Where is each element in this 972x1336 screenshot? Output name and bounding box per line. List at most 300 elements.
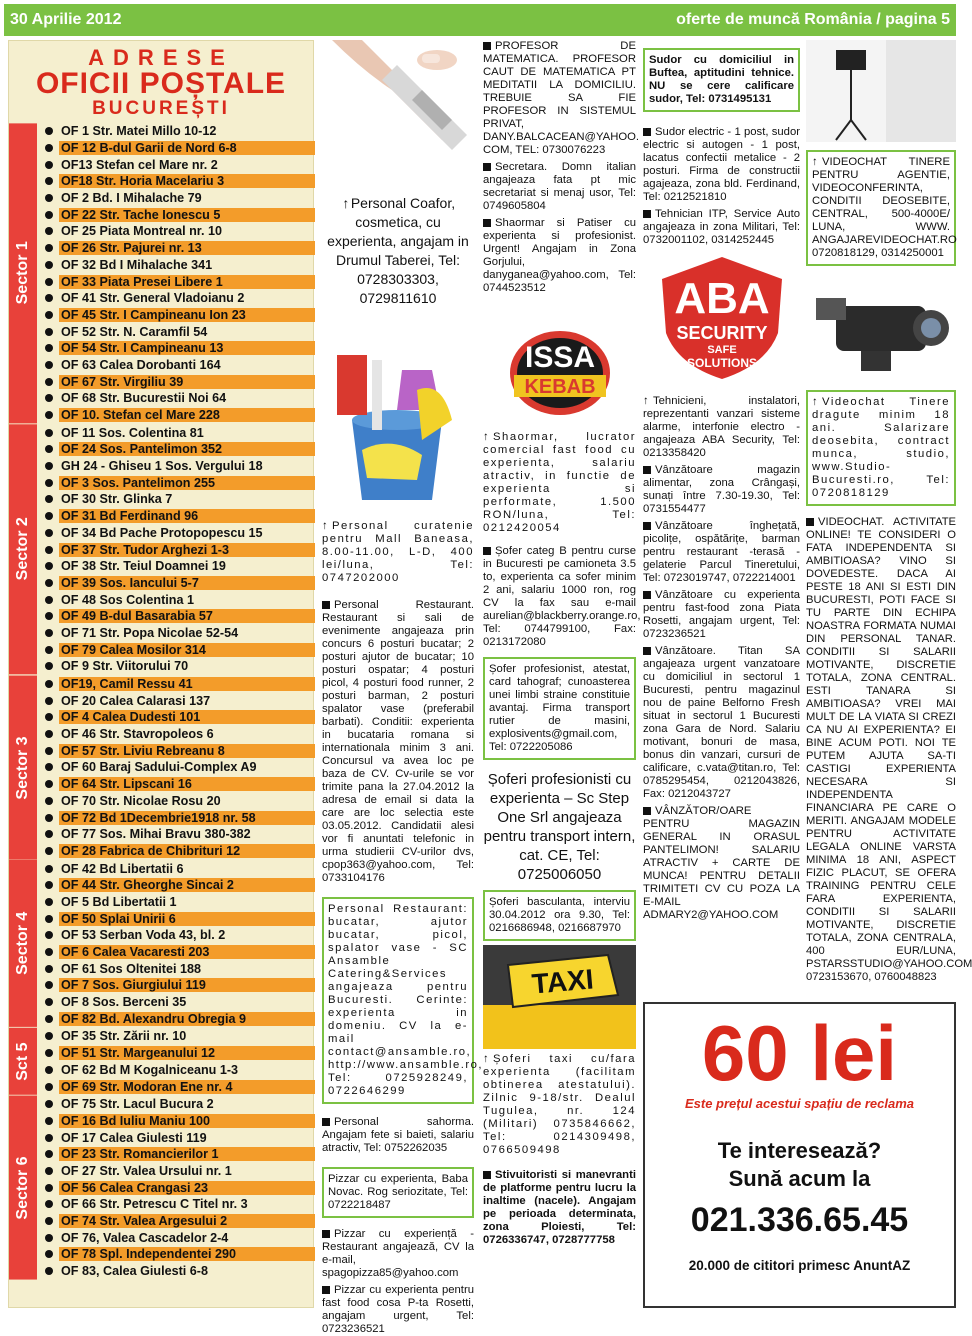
post-office-address: OF 17 Calea Giulesti 119 [61,1130,207,1145]
post-office-item [41,156,315,173]
bullet-dot-icon [45,814,53,822]
cleaning-photo [322,340,474,510]
bullet-dot-icon [45,328,53,336]
post-office-item [41,173,315,190]
post-office-address: OF 20 Calea Calarasi 137 [61,693,211,708]
sector-group [9,860,315,1027]
svg-text:ABA: ABA [673,274,770,323]
bullet-icon [483,547,491,555]
sector-group [9,1028,315,1095]
post-office-address: GH 24 - Ghiseu 1 Sos. Vergului 18 [61,459,263,474]
promo-footer: 20.000 de cititori primesc AnuntAZ [688,1258,911,1273]
bullet-dot-icon [45,462,53,470]
ad-vanzatoare-inghetata: Vânzătoare înghețată, picolițe, ospătărițe, barman pentru restaurant -terasă -gelaterie Parcul Tineretului, Tel: 0723019747, 0722214001 [643,520,800,584]
post-office-item [41,826,315,843]
post-office-item [41,190,315,207]
sector-label: Sct 5 [9,1028,37,1095]
bullet-dot-icon [45,1117,53,1125]
post-office-address: OF 76, Valea Cascadelor 2-4 [61,1230,229,1245]
post-office-item [41,1062,315,1079]
post-office-item [41,641,315,658]
post-office-address: OF 8 Sos. Berceni 35 [61,995,187,1010]
post-office-item [41,676,315,693]
svg-text:KEBAB: KEBAB [523,376,596,398]
post-office-address: OF 78 Spl. Independentei 290 [59,1247,315,1261]
post-office-address: OF 63 Calea Dorobanti 164 [61,357,221,372]
post-office-item [41,1196,315,1213]
post-office-item [41,407,315,424]
ad-vanzator-pantelimon: VÂNZĂTOR/OARE PENTRU MAGAZIN GENERAL IN ORASUL PANTELIMON! SALARIU ATRACTIV + CARTE DE MUNCA! PENTRU DETALII TRIMITETI CV CU POZA LA E-MAIL ADMARY2@YAHOO.COM [643,805,800,921]
post-offices-title [9,41,313,118]
bullet-dot-icon [45,1100,53,1108]
post-offices-panel [8,40,314,1308]
ad-ansamble: Personal Restaurant: bucatar, ajutor bucatar, picol, spalator vase - SC Ansamble Catering&Services angajeaza pentru Bucuresti. Cerinte: experienta in domeniu. CV la e-mail contact@ansamble.ro, http://www.ansamble.ro, Tel: 0725928249, 0722646299 [322,897,474,1104]
ad-tehnician-itp: Tehnician ITP, Service Auto angajeaza in zona Militari, Tel: 0732001102, 0314252445 [643,208,800,246]
bullet-icon [643,466,651,474]
post-office-address: OF 1 Str. Matei Millo 10-12 [61,124,217,139]
ad-tehnicieni: ↑ Tehnicieni, instalatori, reprezentanti vanzari sisteme alarme, interfonie electro - angajeaza ABA Security, Tel: 0213358420 [643,395,800,459]
ad-videochat-studio: ↑ Videochat Tinere dragute minim 18 ani. Salarizare deosebita, contract munca, studio, www.Studio-Bucuresti.ro, Tel: 0720818129 [806,390,956,506]
post-office-item [41,508,315,525]
ad-videochat-activitate: VIDEOCHAT. ACTIVITATE ONLINE! TE CONSIDERI O FATA INDEPENDENTA SI AMBITIOASA? VINO SI DOVEDESTE. DACA AI PESTE 18 ANI SI ESTI DIN BUCURESTI, POTI FACE SI TU PARTE DIN ECHIPA NOASTRA FORMATA NUMAI DIN PERSONAL TANAR. CONDITII SI SALARII MOTIVANTE, DISCRETIE TOTALA, ZONA CENTRAL. ESTI TANARA SI AMBITIOASA? VREI MAI MULT DE LA VIATA SI CREZI CA NU AI EXPERIENTA? EI BINE ACUM POTI. NOI TE PUTEM AJUTA SA-TI CASTIGI EXPERIENTA NECESARA SI INDEPENDENTA FINANCIARA PE CARE O MERITI. ANGAJAM MODELE PENTRU ACTIVITATE LEGALA ONLINE VARSTA MINIMA 18 ANI, ASPECT FIZIC PLACUT, SE OFERA TRAINING PENTRU CELE FARA EXPERIENTA, CONDITII SI SALARII MOTIVANTE, DISCRETIE TOTALA, ZONA CENTRALA, 400 EUR/LUNA, PSTARSSTUDIO@YAHOO.COM 0723153670, 0760048823 [806,516,972,983]
bullet-dot-icon [45,378,53,386]
ad-secretara: Secretara. Domn italian angajeaza fata pt mic secretariat si menaj usor, Tel: 0749605804 [483,161,636,212]
post-office-item [41,206,315,223]
bullet-icon [322,1286,330,1294]
bullet-dot-icon [45,948,53,956]
bullet-dot-icon [45,662,53,670]
post-office-address: OF 32 Bd I Mihalache 341 [61,257,213,272]
studio-photo [806,40,956,142]
post-office-address: OF 74 Str. Valea Argesului 2 [59,1214,315,1228]
post-office-item [41,525,315,542]
arrow-up-icon: ↑ [483,1053,491,1065]
bullet-dot-icon [45,865,53,873]
post-office-address: OF 57 Str. Liviu Rebreanu 8 [59,744,315,758]
post-office-address: OF 69 Str. Modoran Ene nr. 4 [59,1080,315,1094]
post-office-item [41,491,315,508]
bullet-dot-icon [45,1250,53,1258]
bullet-dot-icon [45,612,53,620]
post-office-address: OF 34 Bd Pache Protopopescu 15 [61,525,263,540]
post-office-item [41,994,315,1011]
post-office-address: OF 68 Str. Bucurestii Noi 64 [61,391,227,406]
post-office-item [41,910,315,927]
post-office-address: OF 4 Calea Dudesti 101 [59,710,315,724]
bullet-dot-icon [45,411,53,419]
bullet-dot-icon [45,646,53,654]
bullet-dot-icon [45,1134,53,1142]
sector-label: Sector 2 [9,424,37,674]
post-office-address: OF 46 Str. Stavropoleos 6 [61,727,214,742]
post-office-address: OF 35 Str. Zării nr. 10 [61,1029,187,1044]
section-title: oferte de muncă România / pagina 5 [676,11,950,28]
ad-stivuitoristi: Stivuitoristi si manevranti de platforme pentru lucru la inaltime (nacele). Angajam pe perioada determinata, zona Ploiesti, Tel: 0726336747, 0728777758 [483,1169,636,1246]
post-office-address: OF 25 Piata Montreal nr. 10 [61,224,222,239]
sector-label: Sector 1 [9,123,37,423]
post-office-address: OF 75 Str. Lacul Bucura 2 [61,1097,214,1112]
bullet-icon [643,807,651,815]
post-office-address: OF18 Str. Horia Macelariu 3 [59,174,315,188]
post-office-item [41,240,315,257]
bullet-dot-icon [45,394,53,402]
arrow-up-icon: ↑ [643,395,649,407]
bullet-dot-icon [45,915,53,923]
post-office-item [41,809,315,826]
post-office-address: OF 82 Bd. Alexandru Obregia 9 [59,1012,315,1026]
post-office-address: OF 37 Str. Tudor Arghezi 1-3 [59,543,315,557]
ad-coafor: ↑ Personal Coafor, cosmetica, cu experienta, angajam in Drumul Taberei, Tel: 0728303303, 0729811610 [327,195,469,306]
sector-group [9,676,315,860]
bullet-dot-icon [45,1066,53,1074]
sector-label: Sector 4 [9,860,37,1027]
post-office-address: OF 27 Str. Valea Ursului nr. 1 [61,1163,232,1178]
post-office-item [41,1179,315,1196]
bullet-dot-icon [45,512,53,520]
post-office-address: OF 44 Str. Gheorghe Sincai 2 [59,878,315,892]
post-office-address: OF 45 Str. I Campineanu Ion 23 [59,308,315,322]
post-office-address: OF 42 Bd Libertatii 6 [61,861,184,876]
post-office-address: OF 26 Str. Pajurei nr. 13 [59,241,315,255]
title-line-1: ADRESE [88,45,234,70]
post-office-address: OF 38 Str. Teiul Doamnei 19 [61,559,226,574]
sector-label: Sector 3 [9,676,37,860]
bullet-dot-icon [45,144,53,152]
post-office-address: OF 66 Str. Petrescu C Titel nr. 3 [61,1197,248,1212]
bullet-dot-icon [45,629,53,637]
ad-sudor-buftea: Sudor cu domiciliul in Buftea, aptitudini tehnice. NU se cere calificare sudor, Tel: 0731495131 [643,48,800,112]
arrow-up-icon: ↑ [812,396,820,408]
post-office-item [41,843,315,860]
post-office-address: OF 48 Sos Colentina 1 [61,592,194,607]
bullet-dot-icon [45,194,53,202]
arrow-up-icon: ↑ [342,195,350,211]
ad-profesor: PROFESOR DE MATEMATICA. PROFESOR CAUT DE MATEMATICA PT MEDITATII LA DOMICILIU. TREBUIE SA FIE PROFESOR IN SISTEMUL PRIVAT, DANY.BALCACEAN@YAHOO. COM, TEL: 0730076223 [483,40,640,156]
post-office-address: OF 9 Str. Viitorului 70 [61,659,189,674]
post-office-item [41,742,315,759]
bullet-dot-icon [45,261,53,269]
ad-pizzar-exp: Pizzar cu experiență - Restaurant angajează, CV la e-mail, spagopizza85@yahoo.com [322,1228,474,1279]
svg-text:TAXI: TAXI [530,963,595,1000]
promo-price: 60 lei [701,1009,898,1097]
column-5 [806,40,972,984]
post-office-item [41,709,315,726]
bullet-dot-icon [45,211,53,219]
post-office-address: OF 51 Str. Margeanului 12 [59,1046,315,1060]
post-office-address: OF 30 Str. Glinka 7 [61,492,173,507]
post-office-item [41,1246,315,1263]
post-office-address: OF 11 Sos. Colentina 81 [61,425,204,440]
svg-text:SECURITY: SECURITY [675,323,768,343]
bullet-dot-icon [45,780,53,788]
bullet-dot-icon [45,495,53,503]
ad-vanzatoare-fastfood: Vânzătoare cu experienta pentru fast-food zona Piata Rosetti, angajam urgent, Tel: 0723236521 [643,589,800,640]
sector-group [9,1096,315,1280]
ad-pizzar-fast: Pizzar cu experienta pentru fast food cosa P-ta Rosetti, angajam urgent, Tel: 0723236521 [322,1284,474,1335]
post-office-item [41,390,315,407]
column-3 [483,40,641,1247]
post-office-item [41,257,315,274]
post-office-address: OF 62 Bd M Kogalniceanu 1-3 [61,1062,239,1077]
post-office-item [41,658,315,675]
bullet-dot-icon [45,763,53,771]
post-office-item [41,424,315,441]
bullet-dot-icon [45,830,53,838]
post-office-address: OF 50 Splai Unirii 6 [59,912,315,926]
post-office-address: OF 49 B-dul Basarabia 57 [59,609,315,623]
post-office-address: OF 5 Bd Libertatii 1 [61,894,177,909]
ad-shaormar-lucrator: ↑ Shaormar, lucrator comercial fast food cu experienta, salariu atractiv, in functie de experienta si performate, 1.500 RON/luna, Tel: 0212420054 [483,431,636,534]
post-office-item [41,323,315,340]
bullet-icon [322,1230,330,1238]
bullet-dot-icon [45,177,53,185]
bullet-dot-icon [45,998,53,1006]
post-office-address: OF 79 Calea Mosilor 314 [59,643,315,657]
post-office-item [41,123,315,140]
post-office-item [41,625,315,642]
bullet-dot-icon [45,1032,53,1040]
page-header [4,4,956,36]
post-office-address: OF 60 Baraj Sadului-Complex A9 [61,760,257,775]
post-office-item [41,776,315,793]
svg-text:ISSA: ISSA [524,341,595,374]
post-office-address: OF 7 Sos. Giurgiului 119 [59,978,315,992]
post-office-item [41,1078,315,1095]
post-office-address: OF 3 Sos. Pantelimon 255 [59,476,315,490]
arrow-up-icon: ↑ [483,431,491,443]
post-office-item [41,793,315,810]
post-office-address: OF 6 Calea Vacaresti 203 [59,945,315,959]
bullet-icon [643,591,651,599]
post-office-address: OF 33 Piata Presei Libere 1 [59,275,315,289]
camera-photo [806,276,956,386]
issa-kebab-logo [500,323,620,419]
post-office-address: OF 41 Str. General Vladoianu 2 [61,291,245,306]
bullet-dot-icon [45,981,53,989]
post-office-item [41,944,315,961]
post-office-address: OF 77 Sos. Mihai Bravu 380-382 [61,827,251,842]
bullet-dot-icon [45,344,53,352]
bullet-dot-icon [45,479,53,487]
bullet-dot-icon [45,161,53,169]
post-office-item [41,458,315,475]
post-office-address: OF 22 Str. Tache Ionescu 5 [59,208,315,222]
post-office-address: OF 54 Str. I Campineanu 13 [59,341,315,355]
nail-photo [322,40,474,160]
bullet-icon [322,601,330,609]
post-office-item [41,759,315,776]
bullet-dot-icon [45,278,53,286]
post-office-address: OF 64 Str. Lipscani 16 [59,777,315,791]
svg-text:SAFE: SAFE [706,344,737,356]
post-office-item [41,140,315,157]
post-office-item [41,608,315,625]
bullet-dot-icon [45,429,53,437]
ad-sofer-b: Șofer categ B pentru curse in Bucuresti pe camioneta 3.5 to, experienta ca sofer minim 2 ani, salariu 1000 ron, rog CV la fax sau e-mail aurelian@blackberry.orange.ro, Tel: 0744799100, Fax: 0213172080 [483,545,641,648]
ad-sahorma: Personal sahorma. Angajam fete si baieti, salariu atractiv, Tel: 0752262035 [322,1116,474,1154]
ad-vanzatoare-alimentar: Vânzătoare magazin alimentar, zona Crângași, sunați între 7.30-19.30, Tel: 0731554477 [643,464,800,515]
post-office-item [41,1028,315,1045]
post-office-item [41,1113,315,1130]
post-office-item [41,1213,315,1230]
sector-label: Sector 6 [9,1096,37,1280]
bullet-icon [483,1171,491,1179]
ad-shaormar-patiser: Shaormar si Patiser cu experienta si profesionist. Urgent! Angajam in Zona Gorjului, danyganea@yahoo.com, Tel: 0744523512 [483,217,636,294]
ad-curatenie: ↑ Personal curatenie pentru Mall Baneasa, 8.00-11.00, L-D, 400 lei/luna, Tel: 0747202000 [322,520,474,584]
bullet-icon [483,163,491,171]
post-office-item [41,726,315,743]
post-office-address: OF 53 Serban Voda 43, bl. 2 [61,928,226,943]
bullet-icon [483,42,491,50]
bullet-dot-icon [45,965,53,973]
taxi-photo [483,945,636,1049]
post-office-item [41,307,315,324]
post-office-address: OF 61 Sos Oltenitei 188 [61,961,201,976]
post-office-address: OF 70 Str. Nicolae Rosu 20 [61,793,221,808]
bullet-dot-icon [45,227,53,235]
post-office-item [41,290,315,307]
arrow-up-icon: ↑ [322,520,330,532]
bullet-dot-icon [45,361,53,369]
post-office-address: OF 31 Bd Ferdinand 96 [59,509,315,523]
bullet-dot-icon [45,562,53,570]
bullet-dot-icon [45,1217,53,1225]
bullet-icon [643,210,651,218]
post-office-address: OF19, Camil Ressu 41 [59,677,315,691]
ad-sudor-electric: Sudor electric - 1 post, sudor electric si autogen - 1 post, lacatus confectii metalice - 2 posturi. Firma de constructii agajeaza, zona bld. Ferdinand, Tel: 0212521810 [643,126,800,203]
bullet-dot-icon [45,546,53,554]
bullet-dot-icon [45,529,53,537]
bullet-dot-icon [45,1234,53,1242]
bullet-dot-icon [45,1015,53,1023]
post-office-item [41,860,315,877]
bullet-icon [483,219,491,227]
post-office-address: OF 2 Bd. I Mihalache 79 [61,191,202,206]
post-office-item [41,340,315,357]
bullet-dot-icon [45,1083,53,1091]
title-line-2: OFICII POȘTALE [35,67,287,100]
post-office-address: OF 23 Str. Romancierilor 1 [59,1147,315,1161]
post-office-address: OF 28 Fabrica de Chibrituri 12 [59,844,315,858]
bullet-dot-icon [45,1167,53,1175]
promo-phone[interactable]: 021.336.65.45 [690,1201,909,1239]
ad-restaurant: Personal Restaurant. Restaurant si sali de evenimente angajeaza prin concurs 6 posturi bucatar; 2 posturi ajutor de bucatar; 10 posturi ospatar; 4 posturi picol, 4 posturi food runner, 2 posturi barman, 2 posturi spalator vase (preferabil barbati). Conditii: experienta in bucataria romana si internationala minim 3 ani. Concursul va avea loc pe baza de CV. Cv-urile se vor trimite pana la 27.04.2012 la adresa de email si data la care are loc selectia este 03.05.2012. Candidatii alesi vor fi anuntati telefonic in urma studierii CV-urilor dvs, cpop363@yahoo.com, Tel: 0733104176 [322,599,474,884]
bullet-dot-icon [45,1184,53,1192]
post-office-item [41,474,315,491]
post-office-address: OF 71 Str. Popa Nicolae 52-54 [61,625,239,640]
promo-subtitle: Este prețul acestui spațiu de reclama [684,1096,915,1111]
post-office-item [41,877,315,894]
bullet-dot-icon [45,1049,53,1057]
title-line-3: BUCUREȘTI [92,98,230,119]
ad-vanzatoare-titan: Vânzătoare. Titan SA angajeaza urgent vanzatoare cu domiciliul in sectorul 1 Bucuresti, pentru magazinul nou de paine Belforno Fresh situat in sectorul 1 Bucuresti zona Gara de Nord. Salariu motivant, bonuri de masa, bonus din vanzari, cursuri de calificare, c.vata@titan.ro, Tel: 0785295454, 0212043826, Fax: 0212043727 [643,645,800,800]
bullet-dot-icon [45,898,53,906]
bullet-dot-icon [45,127,53,135]
issue-date: 30 Aprilie 2012 [10,11,122,28]
bullet-dot-icon [45,294,53,302]
post-office-address: OF 12 B-dul Garii de Nord 6-8 [59,141,315,155]
post-office-item [41,1045,315,1062]
post-offices-list [9,123,315,1280]
bullet-dot-icon [45,697,53,705]
post-office-item [41,541,315,558]
svg-text:SOLUTIONS: SOLUTIONS [686,356,757,370]
post-office-address: OF 56 Calea Crangasi 23 [59,1181,315,1195]
bullet-dot-icon [45,680,53,688]
ad-basculanta: Șoferi basculanta, interviu 30.04.2012 ora 9.30, Tel: 0216686948, 0216687970 [483,890,636,941]
post-office-item [41,977,315,994]
post-office-address: OF 83, Calea Giulesti 6-8 [61,1264,208,1279]
post-office-address: OF 67 Str. Virgiliu 39 [59,375,315,389]
post-office-address: OF 16 Bd Iuliu Maniu 100 [59,1114,315,1128]
post-office-item [41,894,315,911]
ad-sofer-profesionist: Șofer profesionist, atestat, card tahograf; cunoasterea unei limbi straine constituie avantaj. Firma transport rutier de masini, explosivents@gmail.com, Tel: 0722205086 [483,657,636,760]
bullet-dot-icon [45,1150,53,1158]
post-office-address: OF 52 Str. N. Caramfil 54 [61,324,208,339]
bullet-icon [806,518,814,526]
sector-group [9,123,315,423]
post-office-item [41,1263,315,1280]
ad-taxi: ↑ Șoferi taxi cu/fara experienta (facilitam obtinerea atestatului). Zilnic 9-18/str. Dealul Tugulea, nr. 124 (Militari) 0735846662, Tel: 0214309498, 0766509498 [483,1053,636,1156]
bullet-dot-icon [45,1267,53,1275]
bullet-icon [322,1118,330,1126]
column-4 [643,40,800,922]
post-office-item [41,960,315,977]
post-office-address: OF 72 Bd 1Decembrie1918 nr. 58 [59,811,315,825]
bullet-dot-icon [45,797,53,805]
post-office-item [41,1163,315,1180]
sector-group [9,424,315,674]
post-office-item [41,273,315,290]
post-office-address: OF13 Stefan cel Mare nr. 2 [61,157,218,172]
post-office-item [41,1010,315,1027]
bullet-dot-icon [45,730,53,738]
ad-pizzar-baba: Pizzar cu experienta, Baba Novac. Rog seriozitate, Tel: 0722218487 [322,1167,474,1218]
aba-security-logo [656,253,788,383]
post-office-item [41,575,315,592]
bullet-dot-icon [45,747,53,755]
bullet-icon [643,522,651,530]
bullet-dot-icon [45,931,53,939]
post-office-item [41,558,315,575]
post-office-address: OF 39 Sos. Iancului 5-7 [59,576,315,590]
post-office-item [41,441,315,458]
post-office-item [41,1229,315,1246]
bullet-dot-icon [45,713,53,721]
bullet-dot-icon [45,244,53,252]
bullet-icon [643,128,651,136]
advertising-promo-box [643,1002,956,1308]
ad-videochat-tinere: ↑ VIDEOCHAT TINERE PENTRU AGENTIE, VIDEOCONFERINTA, CONDITII DEOSEBITE, CENTRAL, 500-4000E/ LUNA, WWW. ANGAJAREVIDEOCHAT.RO 0720818129, 0314250001 [806,150,956,266]
bullet-dot-icon [45,579,53,587]
promo-question: Te interesează? Sună acum la [717,1138,882,1191]
bullet-dot-icon [45,311,53,319]
post-office-address: OF 10. Stefan cel Mare 228 [59,408,315,422]
post-office-item [41,692,315,709]
bullet-dot-icon [45,847,53,855]
post-office-item [41,1129,315,1146]
post-office-item [41,357,315,374]
post-office-item [41,223,315,240]
bullet-icon [643,647,651,655]
post-office-address: OF 24 Sos. Pantelimon 352 [59,442,315,456]
column-2 [322,40,484,1336]
post-office-item [41,927,315,944]
ad-soferi-step-one: Șoferi profesionisti cu experienta – Sc Step One Srl angajeaza pentru transport intern, cat. CE, Tel: 0725006050 [483,771,636,883]
bullet-dot-icon [45,445,53,453]
arrow-up-icon: ↑ [812,156,818,168]
post-office-item [41,1146,315,1163]
